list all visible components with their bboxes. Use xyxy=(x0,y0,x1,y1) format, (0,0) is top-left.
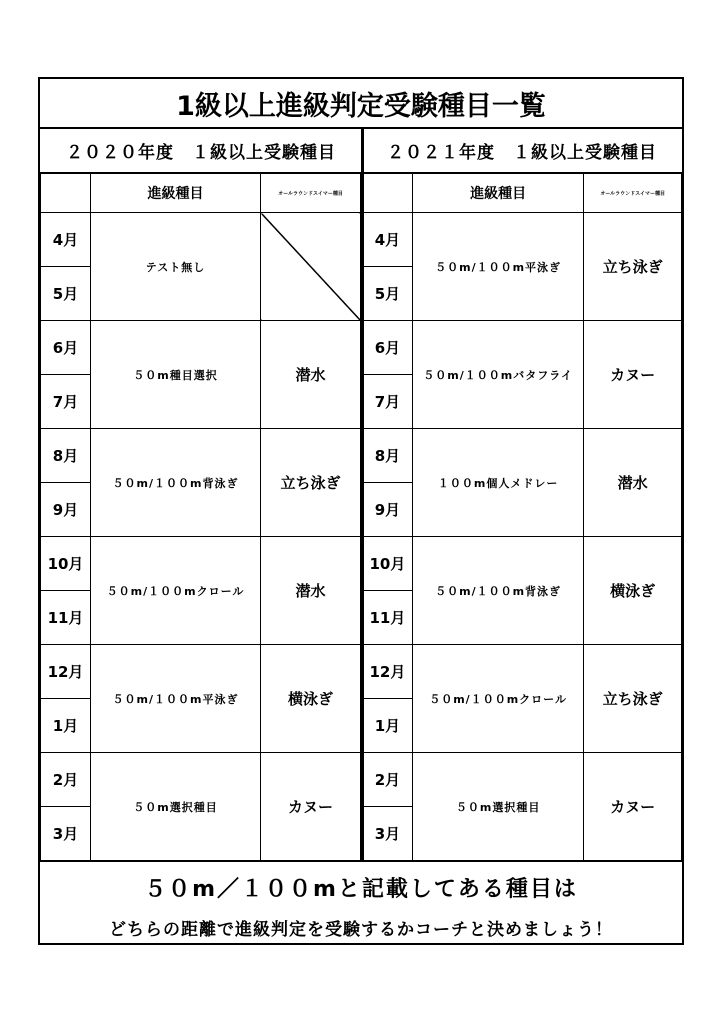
allround-header: オールラウンドスイマー種目 xyxy=(261,174,361,213)
table-row xyxy=(363,753,682,807)
month-cell: 11月 xyxy=(41,591,91,645)
allround-cell: 潜水 xyxy=(261,321,361,429)
month-cell: 2月 xyxy=(363,753,413,807)
event-cell: テスト無し xyxy=(91,213,261,321)
event-cell: ５０m/１００m背泳ぎ xyxy=(91,429,261,537)
event-cell: ５０m/１００mクロール xyxy=(91,537,261,645)
allround-cell: 立ち泳ぎ xyxy=(261,429,361,537)
month-cell: 9月 xyxy=(41,483,91,537)
month-cell: 7月 xyxy=(41,375,91,429)
month-cell: 4月 xyxy=(363,213,413,267)
event-cell: ５０m/１００m平泳ぎ xyxy=(91,645,261,753)
allround-cell: 横泳ぎ xyxy=(261,645,361,753)
month-cell: 11月 xyxy=(363,591,413,645)
month-cell: 8月 xyxy=(41,429,91,483)
page-title: 1級以上進級判定受験種目一覧 xyxy=(40,79,682,129)
year-2020-table xyxy=(40,173,361,861)
event-header: 進級種目 xyxy=(91,174,261,213)
schedule-sheet xyxy=(38,77,684,945)
month-cell: 4月 xyxy=(41,213,91,267)
month-cell: 5月 xyxy=(363,267,413,321)
month-cell: 7月 xyxy=(363,375,413,429)
month-cell: 6月 xyxy=(363,321,413,375)
table-row xyxy=(41,429,361,483)
table-row xyxy=(41,537,361,591)
month-header xyxy=(363,174,413,213)
month-cell: 12月 xyxy=(41,645,91,699)
month-cell: 10月 xyxy=(363,537,413,591)
month-cell: 8月 xyxy=(363,429,413,483)
event-header: 進級種目 xyxy=(412,174,583,213)
month-cell: 6月 xyxy=(41,321,91,375)
empty-slash-cell xyxy=(261,213,361,321)
month-cell: 2月 xyxy=(41,753,91,807)
event-cell: １００m個人メドレー xyxy=(412,429,583,537)
event-cell: ５０m種目選択 xyxy=(91,321,261,429)
footer-line-1: ５０m／１００mと記載してある種目は xyxy=(144,877,578,902)
header-row xyxy=(41,174,361,213)
table-row xyxy=(363,537,682,591)
table-row xyxy=(363,213,682,267)
allround-cell: カヌー xyxy=(261,753,361,861)
table-row xyxy=(41,753,361,807)
month-cell: 12月 xyxy=(363,645,413,699)
month-cell: 1月 xyxy=(363,699,413,753)
event-cell: ５０m/１００m背泳ぎ xyxy=(412,537,583,645)
allround-cell: 立ち泳ぎ xyxy=(584,213,682,321)
event-cell: ５０m選択種目 xyxy=(412,753,583,861)
event-cell: ５０m/１００m平泳ぎ xyxy=(412,213,583,321)
table-row xyxy=(41,645,361,699)
year-2021-table xyxy=(362,173,682,861)
month-cell: 10月 xyxy=(41,537,91,591)
table-row xyxy=(363,645,682,699)
month-cell: 3月 xyxy=(41,807,91,861)
month-cell: 3月 xyxy=(363,807,413,861)
footer-line-2: どちらの距離で進級判定を受験するかコーチと決めましょう！ xyxy=(109,920,613,940)
month-cell: 5月 xyxy=(41,267,91,321)
year-2021-header: ２０２１年度 １級以上受験種目 xyxy=(362,129,682,173)
allround-header: オールラウンドスイマー種目 xyxy=(584,174,682,213)
event-cell: ５０m/１００mバタフライ xyxy=(412,321,583,429)
table-row xyxy=(363,321,682,375)
allround-cell: カヌー xyxy=(584,321,682,429)
year-2020-header: ２０２０年度 １級以上受験種目 xyxy=(40,129,362,173)
month-cell: 9月 xyxy=(363,483,413,537)
header-row xyxy=(363,174,682,213)
month-cell: 1月 xyxy=(41,699,91,753)
footer-note xyxy=(40,860,682,943)
table-row xyxy=(41,213,361,267)
allround-cell: 潜水 xyxy=(261,537,361,645)
allround-cell: 横泳ぎ xyxy=(584,537,682,645)
table-row xyxy=(363,429,682,483)
event-cell: ５０m/１００mクロール xyxy=(412,645,583,753)
allround-cell: 潜水 xyxy=(584,429,682,537)
month-header xyxy=(41,174,91,213)
event-cell: ５０m選択種目 xyxy=(91,753,261,861)
allround-cell: 立ち泳ぎ xyxy=(584,645,682,753)
table-row xyxy=(41,321,361,375)
allround-cell: カヌー xyxy=(584,753,682,861)
